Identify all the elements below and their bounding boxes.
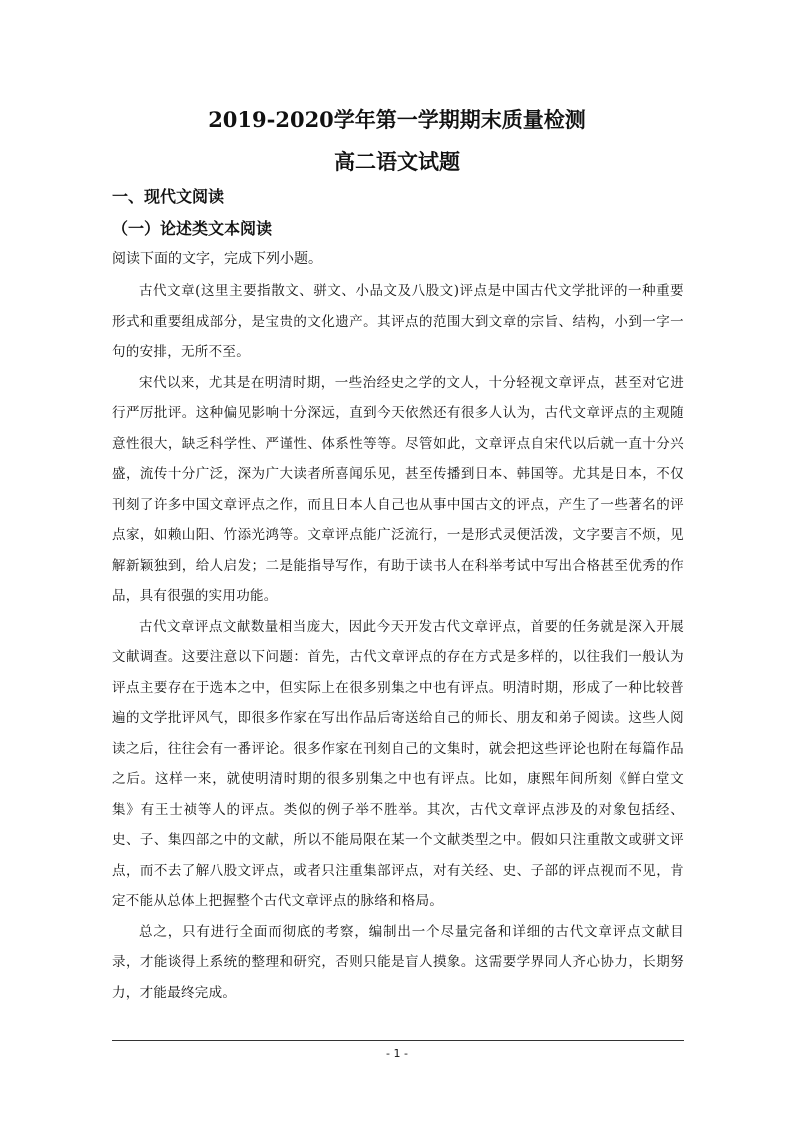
reading-instruction: 阅读下面的文字，完成下列小题。 — [112, 251, 322, 267]
exam-subtitle: 高二语文试题 — [334, 149, 460, 174]
passage-paragraph-3: 古代文章评点文献数量相当庞大，因此今天开发古代文章评点，首要的任务就是深入开展文献调查。这要注意以下问题：首先，古代文章评点的存在方式是多样的，以往我们一般认为评点主要存在于选本之中，但实际上在很多别集之中也有评点。明清时期，形成了一种比较普遍的文学批评风气，即很多作家在写出作品后寄送给自己的师长、朋友和弟子阅读。这些人阅读之后，往往会有一番评论。很多作家在刊刻自己的文集时，就会把这些评论也附在每篇作品之后。这样一来，就使明清时期的很多别集之中也有评点。比如，康熙年间所刻《鲜白堂文集》有王士祯等人的评点。类似的例子举不胜举。其次，古代文章评点涉及的对象包括经、史、子、集四部之中的文献，所以不能局限在某一个文献类型之中。假如只注重散文或骈文评点，而不去了解八股文评点，或者只注重集部评点，对有关经、史、子部的评点视而不见，肯定不能从总体上把握整个古代文章评点的脉络和格局。 — [112, 618, 684, 909]
section-heading: 一、现代文阅读 — [112, 187, 225, 206]
page-number: - 1 - — [386, 1047, 408, 1060]
passage-paragraph-2: 宋代以来，尤其是在明清时期，一些治经史之学的文人，十分轻视文章评点，甚至对它进行严厉批评。这种偏见影响十分深远，直到今天依然还有很多人认为，古代文章评点的主观随意性很大，缺乏科学性、严谨性、体系性等等。尽管如此，文章评点自宋代以后就一直十分兴盛，流传十分广泛，深为广大读者所喜闻乐见，甚至传播到日本、韩国等。尤其是日本，不仅刊刻了许多中国文章评点之作，而且日本人自己也从事中国古文的评点，产生了一些著名的评点家，如赖山阳、竹添光鸿等。文章评点能广泛流行，一是形式灵便活泼，文字要言不烦，见解新颖独到，给人启发；二是能指导写作，有助于读书人在科举考试中写出合格甚至优秀的作品，具有很强的实用功能。 — [112, 374, 684, 604]
footer-divider — [112, 1040, 684, 1041]
passage-paragraph-1: 古代文章(这里主要指散文、骈文、小品文及八股文)评点是中国古代文学批评的一种重要形式和重要组成部分，是宝贵的文化遗产。其评点的范围大到文章的宗旨、结构，小到一字一句的安排，无所不至。 — [112, 283, 684, 360]
exam-title: 2019-2020学年第一学期期末质量检测 — [208, 107, 586, 132]
subsection-heading: （一）论述类文本阅读 — [112, 219, 273, 238]
passage-paragraph-4: 总之，只有进行全面而彻底的考察，编制出一个尽量完备和详细的古代文章评点文献目录，才能谈得上系统的整理和研究，否则只能是盲人摸象。这需要学界同人齐心协力，长期努力，才能最终完成。 — [112, 923, 684, 1001]
passage-body — [112, 276, 684, 1008]
